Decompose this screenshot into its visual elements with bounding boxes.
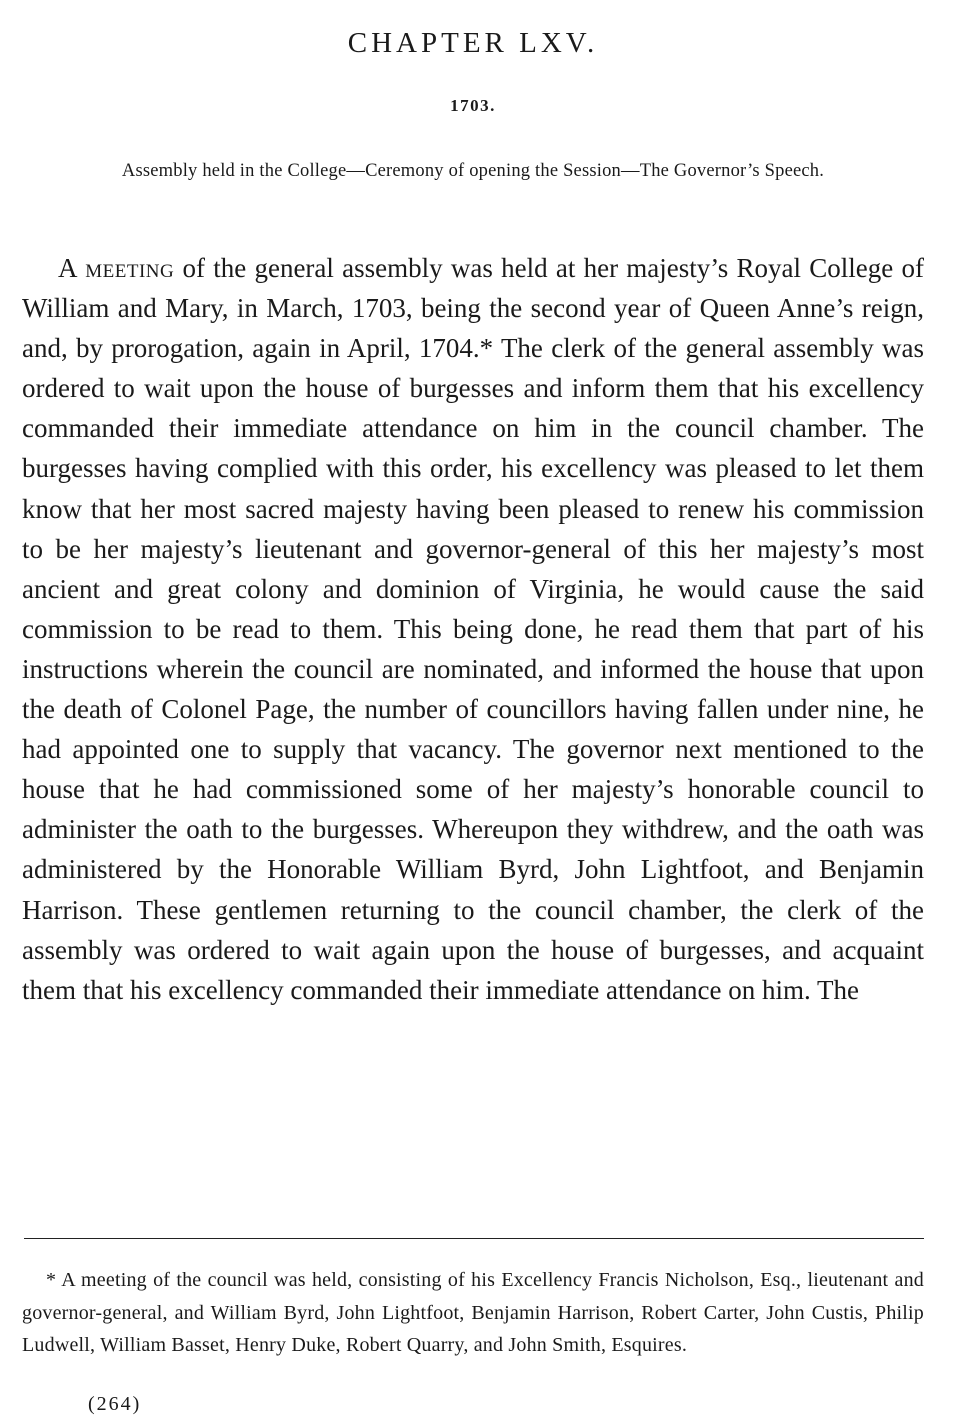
footnote: * A meeting of the council was held, consisting of his Excellency Francis Nicholson, Esq., lieutenant and governor-general, and William Byrd, John Lightfoot, Benjamin Harrison, Robert Carter, John Custis, Philip Ludwell, William Basset, Henry Duke, Robert Quarry, and John Smith, Esquires. [22, 1269, 924, 1356]
chapter-title: CHAPTER LXV. [347, 27, 599, 59]
page-number: (264) [88, 1393, 142, 1415]
chapter-year: 1703. [450, 96, 496, 115]
body-text: of the general assembly was held at her majesty’s Royal College of William and Mary, in March, 1703, being the second year of Queen Anne’s reign, and, by prorogation, again in April, 1704.* The clerk of the general assembly was ordered to wait upon the house of burgesses and inform them that his excellency commanded their immediate attendance on him in the council chamber. The burgesses having complied with this order, his excellency was pleased to let them know that her most sacred majesty having been pleased to renew his commission to be her majesty’s lieutenant and governor-general of this her majesty’s most ancient and great colony and dominion of Virginia, he would cause the said commission to be read to them. This being done, he read them that part of his instructions wherein the council are nominated, and informed the house that upon the death of Colonel Page, the number of councillors having fallen under nine, he had appointed one to supply that vacancy. The governor next mentioned to the house that he had commissioned some of her majesty’s honorable council to administer the oath to the burgesses. Whereupon they withdrew, and the oath was administered by the Honorable William Byrd, John Lightfoot, and Benjamin Harrison. These gentlemen returning to the council chamber, the clerk of the assembly was ordered to wait again upon the house of burgesses, and acquaint them that his excellency commanded their immediate attendance on him. The [22, 253, 925, 1005]
chapter-summary: Assembly held in the College—Ceremony of opening the Session—The Governor’s Speech. [121, 161, 825, 181]
opening-word: A meeting [58, 253, 175, 283]
footnote-divider [24, 1238, 924, 1239]
body-paragraph [22, 248, 924, 1010]
